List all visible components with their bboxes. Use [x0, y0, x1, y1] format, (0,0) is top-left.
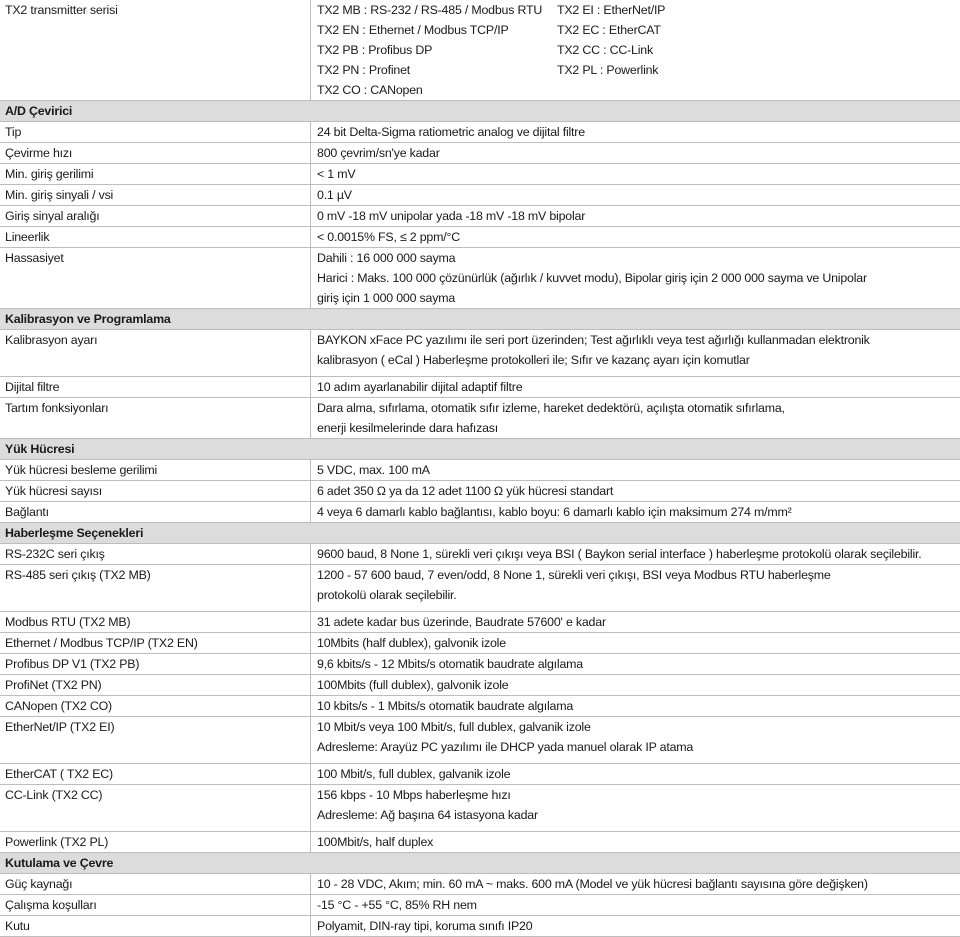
section-title: Yük Hücresi [5, 442, 75, 456]
row-value [311, 565, 960, 611]
value-line [317, 605, 954, 611]
value-line [317, 825, 954, 831]
value-line: 5 VDC, max. 100 mA [317, 463, 430, 477]
section-title: Kalibrasyon ve Programlama [5, 312, 171, 326]
value-line: 10 - 28 VDC, Akım; min. 60 mA ~ maks. 600 mA (Model ve yük hücresi bağlantı sayısına göre değişken) [317, 877, 868, 891]
row-label: Tartım fonksiyonları [0, 398, 311, 438]
value-line: 10Mbits (half dublex), galvonik izole [317, 636, 506, 650]
spec-row [0, 717, 960, 764]
row-value [311, 895, 960, 915]
spec-row [0, 633, 960, 654]
row-label: EtherNet/IP (TX2 EI) [0, 717, 311, 763]
row-label: Çalışma koşulları [0, 895, 311, 915]
row-value [311, 832, 960, 852]
section-title: Haberleşme Seçenekleri [5, 526, 144, 540]
value-line: Adresleme: Ağ başına 64 istasyona kadar [317, 808, 538, 822]
spec-row [0, 874, 960, 895]
transmitter-row [0, 0, 960, 101]
row-value [311, 916, 960, 936]
row-label: Min. giriş gerilimi [0, 164, 311, 184]
value-line: Dara alma, sıfırlama, otomatik sıfır izleme, hareket dedektörü, açılışta otomatik sıfırlama, [317, 401, 785, 415]
value-line: 10 kbits/s - 1 Mbits/s otomatik baudrate algılama [317, 699, 574, 713]
spec-row [0, 460, 960, 481]
section-title: A/D Çevirici [5, 104, 73, 118]
value-line: kalibrasyon ( eCal ) Haberleşme protokolleri ile; Sıfır ve kazanç ayarı için komutlar [317, 353, 750, 367]
row-label: Bağlantı [0, 502, 311, 522]
value-line: 10 adım ayarlanabilir dijital adaptif filtre [317, 380, 523, 394]
row-label: CANopen (TX2 CO) [0, 696, 311, 716]
spec-row [0, 143, 960, 164]
value-line: 800 çevrim/sn'ye kadar [317, 146, 440, 160]
row-value [311, 785, 960, 831]
spec-row [0, 832, 960, 853]
value-line: 6 adet 350 Ω ya da 12 adet 1100 Ω yük hücresi standart [317, 484, 614, 498]
value-line: Polyamit, DIN-ray tipi, koruma sınıfı IP20 [317, 919, 533, 933]
row-label: Modbus RTU (TX2 MB) [0, 612, 311, 632]
transmitter-grid [317, 0, 954, 100]
value-line: < 1 mV [317, 167, 356, 181]
tx-model: TX2 EI : EtherNet/IP [557, 3, 666, 17]
tx-model: TX2 EC : EtherCAT [557, 23, 661, 37]
row-label: RS-232C seri çıkış [0, 544, 311, 564]
row-value [311, 764, 960, 784]
row-value [311, 248, 960, 308]
row-label: Güç kaynağı [0, 874, 311, 894]
row-value [311, 122, 960, 142]
spec-row [0, 565, 960, 612]
tx-model: TX2 MB : RS-232 / RS-485 / Modbus RTU [317, 3, 543, 17]
tx-model: TX2 EN : Ethernet / Modbus TCP/IP [317, 23, 509, 37]
value-line: 0 mV -18 mV unipolar yada -18 mV -18 mV bipolar [317, 209, 586, 223]
value-line: 9600 baud, 8 None 1, sürekli veri çıkışı veya BSI ( Baykon serial interface ) haberleşme protokolü olarak seçilebilir. [317, 547, 922, 561]
spec-row [0, 502, 960, 523]
value-line: 4 veya 6 damarlı kablo bağlantısı, kablo boyu: 6 damarlı kablo için maksimum 274 m/mm² [317, 505, 792, 519]
row-value [311, 0, 960, 100]
tx-model [557, 80, 757, 100]
row-value [311, 696, 960, 716]
spec-row [0, 481, 960, 502]
row-value [311, 502, 960, 522]
value-line [317, 757, 954, 763]
row-value [311, 874, 960, 894]
spec-row [0, 398, 960, 439]
row-label: Çevirme hızı [0, 143, 311, 163]
section-header [0, 101, 960, 122]
section-title: Kutulama ve Çevre [5, 856, 114, 870]
row-label: Lineerlik [0, 227, 311, 247]
spec-row [0, 654, 960, 675]
row-label: Min. giriş sinyali / vsi [0, 185, 311, 205]
value-line: 10 Mbit/s veya 100 Mbit/s, full dublex, galvanik izole [317, 720, 591, 734]
row-value [311, 717, 960, 763]
row-label: Powerlink (TX2 PL) [0, 832, 311, 852]
row-value [311, 185, 960, 205]
spec-row [0, 544, 960, 565]
row-label: Yük hücresi sayısı [0, 481, 311, 501]
row-label: CC-Link (TX2 CC) [0, 785, 311, 831]
tx-model: TX2 PB : Profibus DP [317, 43, 433, 57]
row-value [311, 675, 960, 695]
row-label: TX2 transmitter serisi [0, 0, 311, 100]
value-line: 0.1 µV [317, 188, 352, 202]
row-value [311, 164, 960, 184]
value-line: enerji kesilmelerinde dara hafızası [317, 421, 499, 435]
row-label: Giriş sinyal aralığı [0, 206, 311, 226]
spec-row [0, 227, 960, 248]
spec-row [0, 248, 960, 309]
row-label: Hassasiyet [0, 248, 311, 308]
spec-row [0, 675, 960, 696]
value-line: Dahili : 16 000 000 sayma [317, 251, 456, 265]
row-value [311, 227, 960, 247]
row-label: Tip [0, 122, 311, 142]
spec-row [0, 164, 960, 185]
row-label: Kutu [0, 916, 311, 936]
value-line: 100 Mbit/s, full dublex, galvanik izole [317, 767, 511, 781]
spec-row [0, 764, 960, 785]
spec-row [0, 916, 960, 937]
value-line: 156 kbps - 10 Mbps haberleşme hızı [317, 788, 511, 802]
value-line: protokolü olarak seçilebilir. [317, 588, 457, 602]
spec-row [0, 785, 960, 832]
row-value [311, 654, 960, 674]
value-line: < 0.0015% FS, ≤ 2 ppm/°C [317, 230, 460, 244]
row-value [311, 398, 960, 438]
spec-row [0, 185, 960, 206]
row-value [311, 143, 960, 163]
row-label: EtherCAT ( TX2 EC) [0, 764, 311, 784]
row-value [311, 544, 960, 564]
value-line: 31 adete kadar bus üzerinde, Baudrate 57600' e kadar [317, 615, 606, 629]
tx-model: TX2 PL : Powerlink [557, 63, 659, 77]
row-label: RS-485 seri çıkış (TX2 MB) [0, 565, 311, 611]
tx-model: TX2 CO : CANopen [317, 83, 423, 97]
value-line: 100Mbits (full dublex), galvonik izole [317, 678, 509, 692]
spec-row [0, 330, 960, 377]
spec-row [0, 612, 960, 633]
row-label: Profibus DP V1 (TX2 PB) [0, 654, 311, 674]
spec-row [0, 895, 960, 916]
value-line: 1200 - 57 600 baud, 7 even/odd, 8 None 1, sürekli veri çıkışı, BSI veya Modbus RTU haberleşme [317, 568, 831, 582]
spec-row [0, 122, 960, 143]
row-label: ProfiNet (TX2 PN) [0, 675, 311, 695]
value-line: Harici : Maks. 100 000 çözünürlük (ağırlık / kuvvet modu), Bipolar giriş için 2 000 000 sayma ve Unipolar [317, 271, 867, 285]
value-line: -15 °C - +55 °C, 85% RH nem [317, 898, 477, 912]
row-label: Yük hücresi besleme gerilimi [0, 460, 311, 480]
row-value [311, 460, 960, 480]
value-line: 24 bit Delta-Sigma ratiometric analog ve dijital filtre [317, 125, 585, 139]
row-label: Kalibrasyon ayarı [0, 330, 311, 376]
row-value [311, 633, 960, 653]
value-line: BAYKON xFace PC yazılımı ile seri port üzerinden; Test ağırlıklı veya test ağırlığı kullanmadan elektronik [317, 333, 870, 347]
row-value [311, 612, 960, 632]
value-line [317, 370, 954, 376]
sections [0, 101, 960, 937]
row-value [311, 206, 960, 226]
section-header [0, 309, 960, 330]
tx-model: TX2 PN : Profinet [317, 63, 411, 77]
row-value [311, 377, 960, 397]
value-line: giriş için 1 000 000 sayma [317, 291, 456, 305]
value-line: Adresleme: Arayüz PC yazılımı ile DHCP yada manuel olarak IP atama [317, 740, 694, 754]
tx-model: TX2 CC : CC-Link [557, 43, 653, 57]
row-label: Ethernet / Modbus TCP/IP (TX2 EN) [0, 633, 311, 653]
spec-row [0, 696, 960, 717]
row-value [311, 481, 960, 501]
spec-row [0, 377, 960, 398]
value-line: 100Mbit/s, half duplex [317, 835, 434, 849]
section-header [0, 523, 960, 544]
row-value [311, 330, 960, 376]
section-header [0, 439, 960, 460]
value-line: 9,6 kbits/s - 12 Mbits/s otomatik baudrate algılama [317, 657, 583, 671]
section-header [0, 853, 960, 874]
row-label: Dijital filtre [0, 377, 311, 397]
spec-row [0, 206, 960, 227]
